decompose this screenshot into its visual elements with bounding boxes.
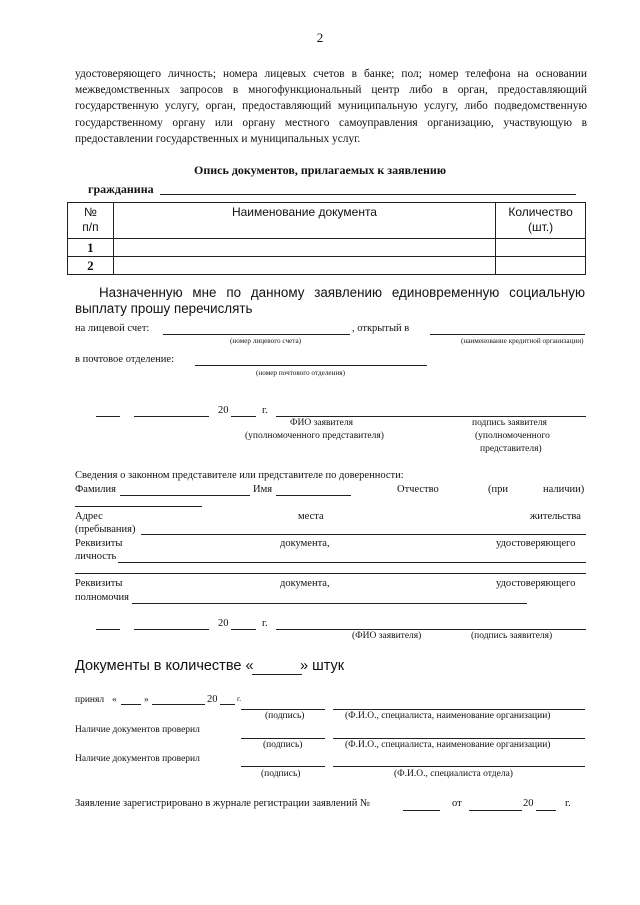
accept-year-field[interactable] [220, 704, 235, 705]
sign-label-representative: (уполномоченного [475, 431, 550, 441]
patronymic-note-end: наличии) [543, 484, 585, 495]
id-doc-label-middle: документа, [280, 538, 330, 549]
representative-heading: Сведения о законном представителе или представителе по доверенности: [75, 470, 404, 481]
surname-field[interactable] [120, 495, 250, 496]
year-prefix: 20 [523, 798, 534, 809]
day-field[interactable] [96, 629, 120, 630]
id-doc-field-continued[interactable] [75, 573, 586, 574]
authority-doc-field[interactable] [132, 603, 527, 604]
documents-table [67, 202, 586, 275]
fio-signature-line[interactable] [276, 416, 586, 417]
surname-label: Фамилия [75, 484, 116, 495]
registration-year-field[interactable] [536, 810, 556, 811]
bank-hint: (наименование кредитной организации) [461, 337, 584, 345]
address-label-middle: места [298, 511, 324, 522]
authority-doc-label-start: Реквизиты [75, 578, 123, 589]
check2-fio-dept-field[interactable] [333, 766, 585, 767]
page-number: 2 [316, 30, 324, 45]
row-number: 2 [68, 257, 114, 275]
sign-label: (подпись заявителя) [471, 631, 553, 641]
registration-number-field[interactable] [403, 810, 440, 811]
row-document-name-cell[interactable] [113, 257, 495, 275]
authority-doc-label-powers: полномочия [75, 592, 129, 603]
table-header-row [68, 203, 586, 239]
registration-date-field[interactable] [469, 810, 522, 811]
row-number: 1 [68, 239, 114, 257]
fio-label: (ФИО заявителя) [352, 631, 422, 641]
row-quantity-cell[interactable] [496, 239, 586, 257]
accept-month-field[interactable] [152, 704, 205, 705]
sign-hint: (подпись) [263, 740, 303, 750]
table-row [68, 239, 586, 257]
column-header-quantity: Количество (шт.) [496, 203, 586, 239]
registration-text: Заявление зарегистрировано в журнале регистрации заявлений № [75, 798, 371, 809]
column-header-number: № п/п [68, 203, 114, 239]
address-label-start: Адрес [75, 511, 103, 522]
fio-org-hint: (Ф.И.О., специалиста, наименование организации) [345, 740, 551, 750]
checked-label: Наличие документов проверил [75, 754, 200, 764]
authority-doc-label-middle: документа, [280, 578, 330, 589]
payment-intro: Назначенную мне по данному заявлению единовременную социальную выплату прошу перечислять [75, 285, 585, 316]
id-doc-label-start: Реквизиты [75, 538, 123, 549]
id-doc-label-end: удостоверяющего [496, 538, 576, 549]
quote-close: » [144, 695, 149, 705]
opened-in-label: , открытый в [352, 323, 410, 334]
address-label-end: жительства [530, 511, 581, 522]
address-field[interactable] [141, 534, 586, 535]
post-office-field[interactable] [195, 365, 427, 366]
name-label: Имя [253, 484, 273, 495]
accept-fio-org-field[interactable] [333, 709, 585, 710]
column-header-document-name: Наименование документа [113, 203, 495, 239]
sign-label-representative-end: представителя) [480, 444, 542, 454]
day-field[interactable] [96, 416, 120, 417]
intro-paragraph: удостоверяющего личность; номера лицевых счетов в банке; пол; номер телефона на основании межведомственных запросов в многофункциональный центр либо в орган, предоставляющий государственную услугу, орган, предоставляющий муниципальную услугу, либо подведомственную государственному органу или органу местного самоуправления организацию, участвующую в предоставлении государственных и муниципальных услуг. [75, 68, 587, 145]
patronymic-field[interactable] [75, 506, 202, 507]
post-office-hint: (номер почтового отделения) [256, 369, 345, 377]
patronymic-note: (при [488, 484, 508, 495]
year-prefix: 20 [218, 405, 229, 416]
accept-signature-field[interactable] [241, 709, 325, 710]
accept-day-field[interactable] [121, 704, 141, 705]
month-field[interactable] [134, 416, 209, 417]
account-number-field[interactable] [163, 334, 350, 335]
post-office-label: в почтовое отделение: [75, 354, 174, 365]
inventory-title: Опись документов, прилагаемых к заявлению [194, 163, 446, 177]
accepted-label: принял [75, 695, 105, 705]
fio-signature-line[interactable] [276, 629, 586, 630]
check1-fio-org-field[interactable] [333, 738, 585, 739]
account-label: на лицевой счет: [75, 323, 150, 334]
id-doc-label-identity: личность [75, 551, 117, 562]
year-field[interactable] [231, 416, 256, 417]
year-suffix: г. [262, 405, 268, 416]
sign-hint: (подпись) [261, 769, 301, 779]
year-prefix: 20 [218, 618, 229, 629]
row-document-name-cell[interactable] [113, 239, 495, 257]
year-suffix: г. [237, 694, 242, 703]
year-field[interactable] [231, 629, 256, 630]
fio-label-representative: (уполномоченного представителя) [245, 431, 384, 441]
year-suffix: г. [565, 798, 571, 809]
checked-label: Наличие документов проверил [75, 725, 200, 735]
row-quantity-cell[interactable] [496, 257, 586, 275]
documents-count-field[interactable] [252, 674, 302, 675]
check1-signature-field[interactable] [241, 738, 325, 739]
fio-dept-hint: (Ф.И.О., специалиста отдела) [394, 769, 513, 779]
table-row [68, 257, 586, 275]
check2-signature-field[interactable] [241, 766, 325, 767]
month-field[interactable] [134, 629, 209, 630]
fio-org-hint: (Ф.И.О., специалиста, наименование организации) [345, 711, 551, 721]
citizen-name-line[interactable] [160, 194, 576, 195]
sign-hint: (подпись) [265, 711, 305, 721]
name-field[interactable] [276, 495, 351, 496]
account-hint: (номер лицевого счета) [230, 337, 302, 345]
documents-count-prefix: Документы в количестве « [75, 658, 254, 674]
registration-from-label: от [452, 798, 462, 809]
documents-count-suffix: » штук [300, 658, 345, 674]
bank-name-field[interactable] [430, 334, 585, 335]
sign-label: подпись заявителя [472, 418, 547, 428]
quote-open: « [112, 695, 117, 705]
year-prefix: 20 [207, 694, 218, 705]
citizen-label: гражданина [88, 182, 154, 196]
address-label-stay: (пребывания) [75, 524, 136, 535]
id-doc-field[interactable] [118, 562, 586, 563]
fio-label: ФИО заявителя [290, 418, 353, 428]
year-suffix: г. [262, 618, 268, 629]
patronymic-label: Отчество [397, 484, 439, 495]
authority-doc-label-end: удостоверяющего [496, 578, 576, 589]
